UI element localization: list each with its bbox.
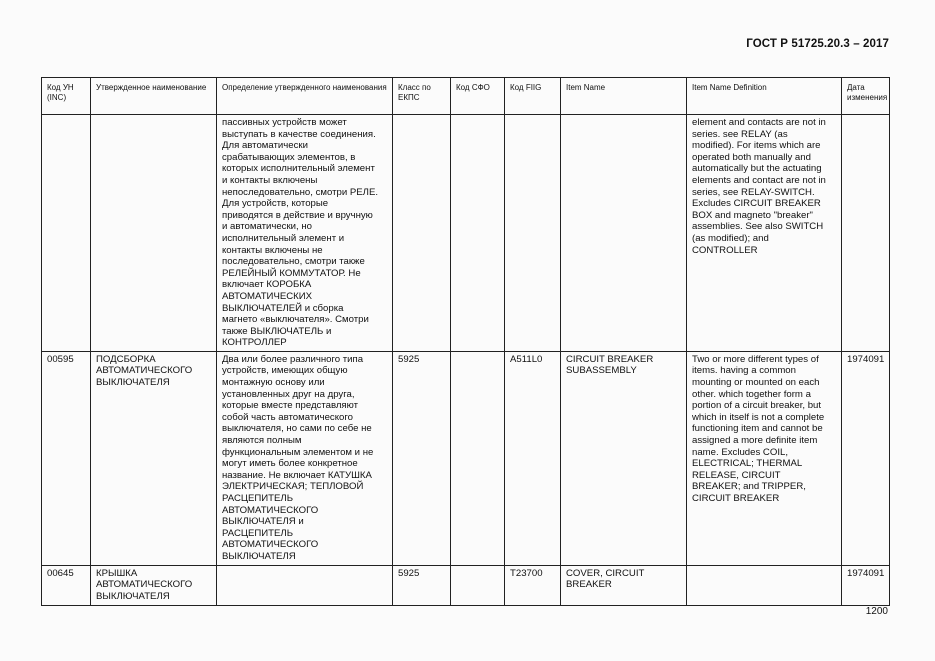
document-standard-header: ГОСТ Р 51725.20.3 – 2017 [746,38,889,50]
table-row [42,565,890,605]
col-header-ekps-class: Класс по ЕКПС [393,78,451,115]
table-header-row [42,78,890,115]
table-row [42,351,890,565]
cell-definition: Два или более различного типа устройств, имеющих общую монтажную основу или установленных друг на друга, которые вместе представляют собой часть автоматического выключателя, но сами по себе не являются полным функциональным элементом и не могут иметь более конкретное название. Не включает КАТУШКА ЭЛЕКТРИЧЕСКАЯ; ТЕПЛОВОЙ РАСЦЕПИТЕЛЬ АВТОМАТИЧЕСКОГО ВЫКЛЮЧАТЕЛЯ и РАСЦЕПИТЕЛЬ АВТОМАТИЧЕСКОГО ВЫКЛЮЧАТЕЛЯ [217,351,393,565]
cell-change-date [842,115,890,352]
cell-sfo-code [451,565,505,605]
col-header-definition: Определение утвержденного наименования [217,78,393,115]
cell-inc: 00595 [42,351,91,565]
col-header-fiig-code: Код FIIG [505,78,561,115]
col-header-item-name-definition: Item Name Definition [687,78,842,115]
nomenclature-table [41,77,890,606]
cell-approved-name: ПОДСБОРКА АВТОМАТИЧЕСКОГО ВЫКЛЮЧАТЕЛЯ [91,351,217,565]
cell-inc: 00645 [42,565,91,605]
page-number: 1200 [865,606,888,617]
cell-fiig-code: T23700 [505,565,561,605]
cell-approved-name: КРЫШКА АВТОМАТИЧЕСКОГО ВЫКЛЮЧАТЕЛЯ [91,565,217,605]
col-header-sfo-code: Код СФО [451,78,505,115]
cell-item-name: COVER, CIRCUIT BREAKER [561,565,687,605]
cell-inc [42,115,91,352]
cell-item-name-definition: Two or more different types of items. having a common mounting or mounted on each other. which together form a portion of a circuit breaker, but which in itself is not a complete functioning item and cannot be assigned a more definite item name. Excludes COIL, ELECTRICAL; THERMAL RELEASE, CIRCUIT BREAKER; and TRIPPER, CIRCUIT BREAKER [687,351,842,565]
cell-definition [217,565,393,605]
col-header-approved-name: Утвержденное наименование [91,78,217,115]
table-row [42,115,890,352]
cell-change-date: 1974091 [842,351,890,565]
cell-change-date: 1974091 [842,565,890,605]
cell-item-name-definition: element and contacts are not in series. see RELAY (as modified). For items which are operated both manually and automatically but the actuating elements and contact are not in series, see RELAY-SWITCH. Excludes CIRCUIT BREAKER BOX and magneto "breaker" assemblies. See also SWITCH (as modified); and CONTROLLER [687,115,842,352]
cell-ekps-class: 5925 [393,565,451,605]
cell-ekps-class: 5925 [393,351,451,565]
col-header-item-name: Item Name [561,78,687,115]
cell-ekps-class [393,115,451,352]
col-header-change-date: Дата изменения [842,78,890,115]
cell-sfo-code [451,115,505,352]
cell-item-name-definition [687,565,842,605]
cell-definition: пассивных устройств может выступать в качестве соединения. Для автоматически срабатывающих элементов, в которых исполнительный элемент и контакты включены непоследовательно, смотри РЕЛЕ. Для устройств, которые приводятся в действие и вручную и автоматически, но исполнительный элемент и контакты включены не последовательно, смотри также РЕЛЕЙНЫЙ КОММУТАТОР. Не включает КОРОБКА АВТОМАТИЧЕСКИХ ВЫКЛЮЧАТЕЛЕЙ и сборка магнето «выключателя». Смотри также ВЫКЛЮЧАТЕЛЬ и КОНТРОЛЛЕР [217,115,393,352]
cell-fiig-code: A511L0 [505,351,561,565]
cell-item-name [561,115,687,352]
cell-fiig-code [505,115,561,352]
col-header-inc: Код УН (INC) [42,78,91,115]
cell-sfo-code [451,351,505,565]
cell-approved-name [91,115,217,352]
cell-item-name: CIRCUIT BREAKER SUBASSEMBLY [561,351,687,565]
